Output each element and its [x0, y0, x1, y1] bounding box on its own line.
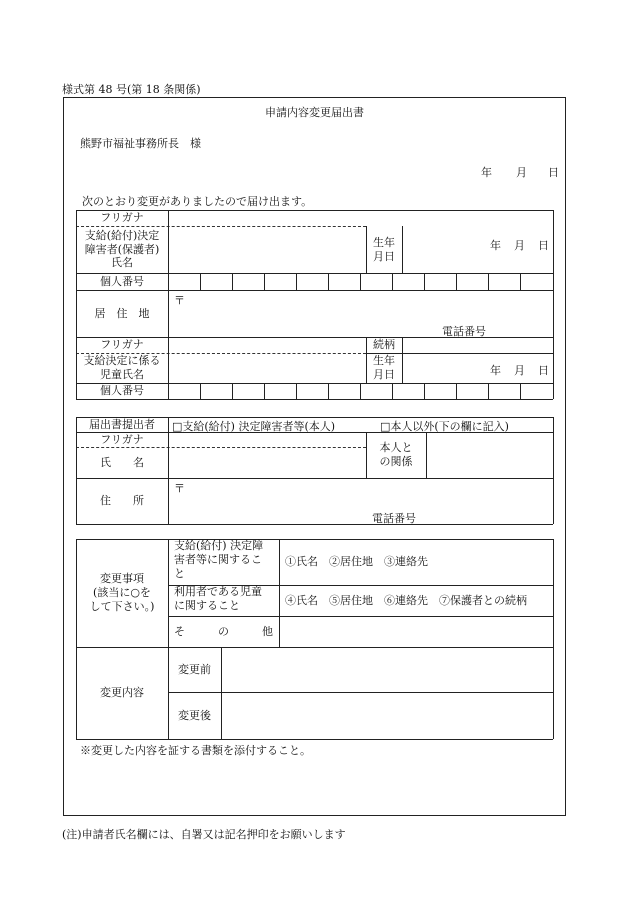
label-line: 支給決定に係る [83, 354, 161, 368]
submitter-relation-field[interactable] [426, 432, 553, 478]
label-line: 氏名 [111, 256, 133, 270]
label-line: 利用者である児童 [174, 585, 262, 598]
label-line: に関すること [174, 598, 240, 612]
category-other: そ の 他 [174, 624, 273, 638]
label-line: 生年 [373, 235, 395, 249]
submitter-furigana-label: フリガナ [100, 432, 144, 446]
label-line: の関係 [379, 455, 413, 468]
submitter-relation-label [366, 432, 426, 478]
submitter-phone-label: 電話番号 [372, 512, 416, 525]
category-applicant-options[interactable]: ①氏名 ②居住地 ③連絡先 [285, 555, 428, 569]
label-line: (該当に○を [93, 586, 151, 600]
date-day-label: 日 [548, 166, 559, 179]
option-other-checkbox[interactable]: □本人以外(下の欄に記入) [380, 420, 509, 433]
form-title: 申請内容変更届出書 [265, 106, 364, 119]
label-line: 害者等に関するこ [174, 552, 262, 566]
my-number-field[interactable] [168, 273, 553, 290]
date-year-label: 年 [481, 166, 492, 179]
birth-label [366, 226, 402, 273]
label-line: 支給(給付)決定 [84, 228, 160, 242]
child-birth-month: 月 [514, 364, 525, 377]
option-self-checkbox[interactable]: □支給(給付) 決定障害者等(本人) [172, 420, 336, 433]
child-birth-year: 年 [490, 364, 501, 377]
intro-text: 次のとおり変更がありましたので届け出ます。 [82, 195, 313, 208]
before-field[interactable] [221, 647, 553, 692]
label-line: 児童氏名 [100, 368, 144, 381]
attachment-note: ※変更した内容を証する書類を添付すること。 [80, 744, 311, 757]
after-field[interactable] [221, 692, 553, 739]
category-applicant [174, 539, 279, 585]
postal-mark: 〒 [174, 294, 185, 307]
rule [76, 524, 553, 525]
my-number-label: 個人番号 [100, 274, 144, 288]
submitter-address-field[interactable] [168, 478, 553, 524]
category-child-options[interactable]: ④氏名 ⑤居住地 ⑥連絡先 ⑦保護者との続柄 [285, 593, 527, 607]
footnote: (注)申請者氏名欄には、自署又は記名押印をお願いします [62, 828, 346, 841]
birth-year: 年 [490, 239, 501, 252]
submitter-postal-mark: 〒 [174, 482, 185, 495]
label-line: 変更事項 [100, 572, 144, 586]
child-furigana-label: フリガナ [100, 338, 144, 352]
label-line: と [174, 566, 185, 580]
child-name-label [76, 353, 168, 383]
rule [402, 226, 403, 273]
label-line: 月日 [373, 368, 395, 381]
birth-day: 日 [538, 239, 549, 252]
phone-label: 電話番号 [442, 325, 486, 338]
category-child [174, 585, 279, 616]
submitter-name-label: 氏 名 [100, 455, 144, 469]
submitter-label: 届出書提出者 [89, 417, 155, 431]
label-line: 障害者(保護者) [84, 242, 160, 256]
relation-label: 続柄 [373, 338, 395, 352]
child-birth-label [366, 353, 402, 383]
date-month-label: 月 [516, 166, 527, 179]
child-birth-day: 日 [538, 364, 549, 377]
label-line: 支給(給付) 決定障 [174, 539, 264, 552]
change-items-label [76, 539, 168, 647]
child-name-field[interactable] [168, 337, 366, 383]
label-line: 月日 [373, 249, 395, 263]
rule [553, 210, 554, 399]
applicant-name-label [76, 226, 168, 273]
before-label: 変更前 [178, 662, 211, 676]
change-content-label: 変更内容 [100, 686, 144, 700]
form-number: 様式第 48 号(第 18 条関係) [62, 83, 201, 96]
submitter-name-field[interactable] [168, 432, 366, 478]
relation-field[interactable] [402, 337, 553, 353]
rule [553, 539, 554, 739]
address-label: 居 住 地 [94, 306, 150, 320]
address-field[interactable] [168, 290, 553, 337]
after-label: 変更後 [178, 708, 211, 722]
submitter-address-label: 住 所 [100, 494, 144, 508]
rule [553, 417, 554, 524]
label-line: して下さい。) [89, 599, 155, 613]
child-my-number-field[interactable] [168, 383, 553, 399]
label-line: 本人と [379, 441, 413, 455]
applicant-name-field[interactable] [168, 210, 366, 273]
child-my-number-label: 個人番号 [100, 384, 144, 398]
label-line: 生年 [373, 354, 395, 368]
furigana-label: フリガナ [100, 211, 144, 225]
rule [76, 739, 553, 740]
category-other-field[interactable] [279, 616, 553, 647]
birth-month: 月 [514, 239, 525, 252]
addressee: 熊野市福祉事務所長 様 [80, 137, 201, 150]
rule [76, 399, 553, 400]
